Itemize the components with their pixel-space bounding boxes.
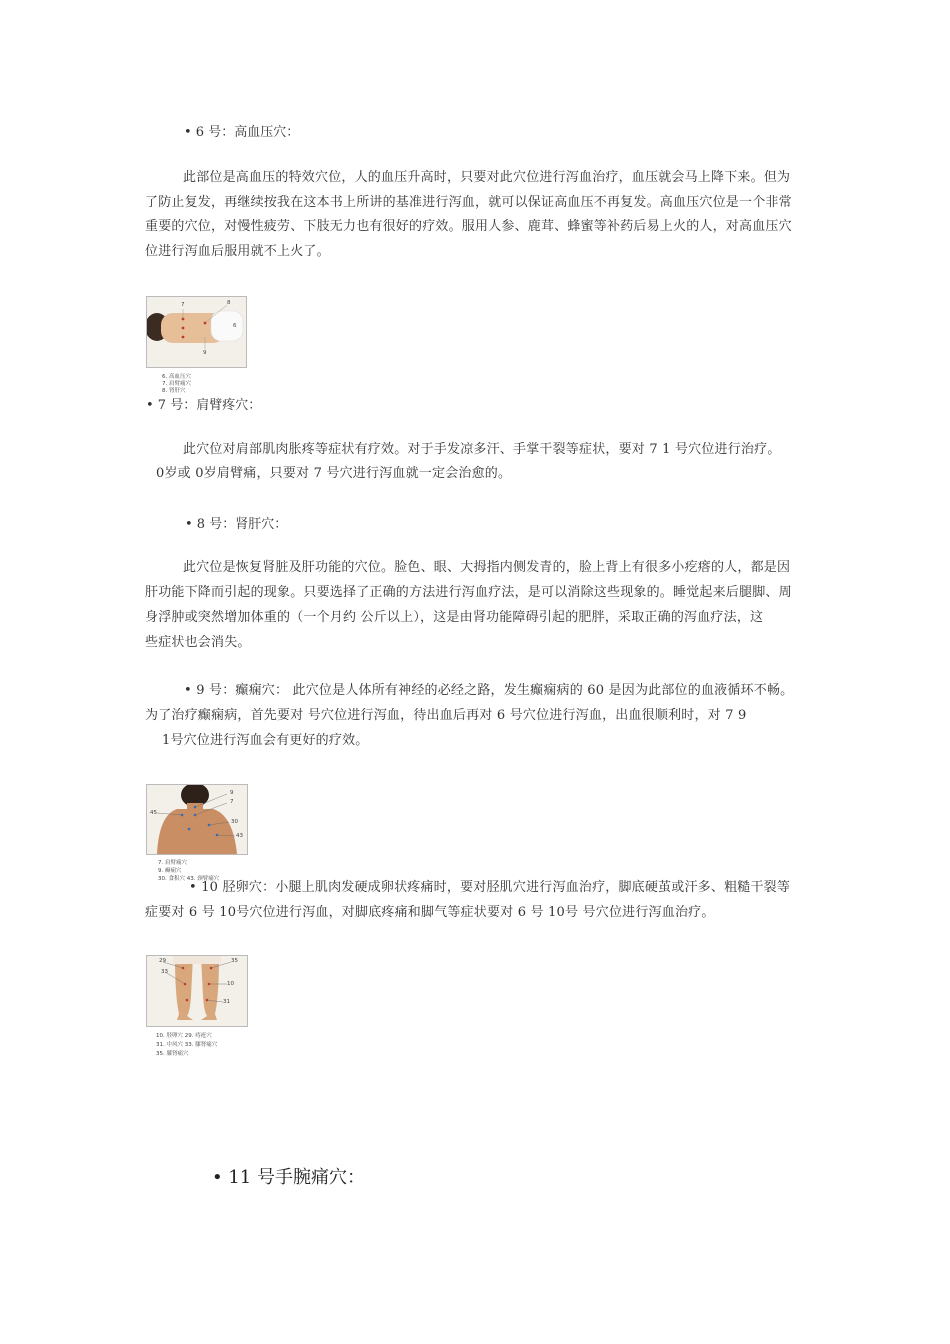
paragraph-line: 些症状也会消失。 xyxy=(145,635,251,650)
figure-caption: 9. 癫痫穴 xyxy=(158,868,182,874)
figure-label: 8 xyxy=(227,300,231,306)
paragraph-line: 0岁或 0岁肩臂痛，只要对 7 号穴进行泻血就一定会治愈的。 xyxy=(156,466,512,481)
upper-back-acupoint-figure xyxy=(146,784,248,855)
section-title-7: • 7 号：肩臂疼穴： xyxy=(146,398,262,413)
figure-caption: 6. 高血压穴 xyxy=(162,374,191,380)
figure-label: 43 xyxy=(236,833,243,839)
figure-label: 30 xyxy=(231,819,238,825)
figure-label: 9 xyxy=(203,350,207,356)
figure-caption: 10. 胫卵穴 29. 痔疮穴 xyxy=(156,1033,212,1039)
figure-label: 7 xyxy=(230,799,234,805)
figure-label: 6 xyxy=(233,323,237,329)
figure-caption: 8. 肾肝穴 xyxy=(162,388,186,394)
figure-label: 7 xyxy=(181,302,185,308)
paragraph-line: 位进行泻血后服用就不上火了。 xyxy=(145,244,330,259)
figure-caption: 7. 肩臂痛穴 xyxy=(162,381,191,387)
figure-label: 35 xyxy=(231,958,238,964)
paragraph-line: 症要对 6 号 10号穴位进行泻血，对脚底疼痛和脚气等症状要对 6 号 10号 号穴位进行泻血治疗。 xyxy=(145,905,715,920)
figure-label: 45 xyxy=(150,810,157,816)
figure-label: 10 xyxy=(227,981,234,987)
paragraph-line: 为了治疗癫痫病，首先要对 号穴位进行泻血，待出血后再对 6 号穴位进行泻血，出血很顺利时，对 7 9 xyxy=(145,708,747,723)
figure-label: 33 xyxy=(161,969,168,975)
paragraph-line: 此穴位是恢复肾脏及肝功能的穴位。脸色、眼、大拇指内侧发青的，脸上背上有很多小疙瘩的人，都是因 xyxy=(183,560,791,575)
paragraph-line: 身浮肿或突然增加体重的（一个月约 公斤以上），这是由肾功能障碍引起的肥胖，采取正确的泻血疗法，这 xyxy=(145,610,764,625)
paragraph-line: 此部位是高血压的特效穴位，人的血压升高时，只要对此穴位进行泻血治疗，血压就会马上降下来。但为 xyxy=(183,170,791,185)
figure-caption: 7. 肩臂痛穴 xyxy=(158,860,187,866)
figure-caption: 30. 食积穴 43. 颈臂痛穴 xyxy=(158,876,220,882)
section-title-6: • 6 号：高血压穴： xyxy=(184,125,300,140)
figure-caption: 35. 膝肾痛穴 xyxy=(156,1051,189,1057)
paragraph-line: 1号穴位进行泻血会有更好的疗效。 xyxy=(162,733,369,748)
figure-caption: 31. 中风穴 33. 膝肾痛穴 xyxy=(156,1042,218,1048)
back-illustration xyxy=(147,297,246,367)
paragraph-line: • 9 号：癫痫穴： 此穴位是人体所有神经的必经之路，发生癫痫病的 60 是因为此部位的血液循环不畅。 xyxy=(184,683,794,698)
legs-illustration xyxy=(147,956,247,1026)
paragraph-line: 重要的穴位，对慢性疲劳、下肢无力也有很好的疗效。服用人参、鹿茸、蜂蜜等补药后易上火的人，对高血压穴 xyxy=(145,219,792,234)
legs-acupoint-figure xyxy=(146,955,248,1027)
paragraph-line: • 10 胫卵穴：小腿上肌肉发硬成卵状疼痛时，要对胫肌穴进行泻血治疗，脚底硬茧或汗多、粗糙干裂等 xyxy=(189,880,791,895)
back-acupoint-figure xyxy=(146,296,247,368)
figure-label: 9 xyxy=(230,790,234,796)
paragraph-line: 此穴位对肩部肌肉胀疼等症状有疗效。对于手发凉多汗、手掌干裂等症状，要对 7 1 号穴位进行治疗。 xyxy=(183,442,781,457)
paragraph-line: 了防止复发，再继续按我在这本书上所讲的基准进行泻血，就可以保证高血压不再复发。高血压穴位是一个非常 xyxy=(145,195,792,210)
figure-label: 31 xyxy=(223,999,230,1005)
paragraph-line: 肝功能下降而引起的现象。只要选择了正确的方法进行泻血疗法，是可以消除这些现象的。睡觉起来后腿脚、周 xyxy=(145,585,792,600)
figure-label: 29 xyxy=(159,958,166,964)
section-title-8: • 8 号：肾肝穴： xyxy=(185,517,288,532)
section-title-11: • 11 号手腕痛穴： xyxy=(212,1167,365,1188)
